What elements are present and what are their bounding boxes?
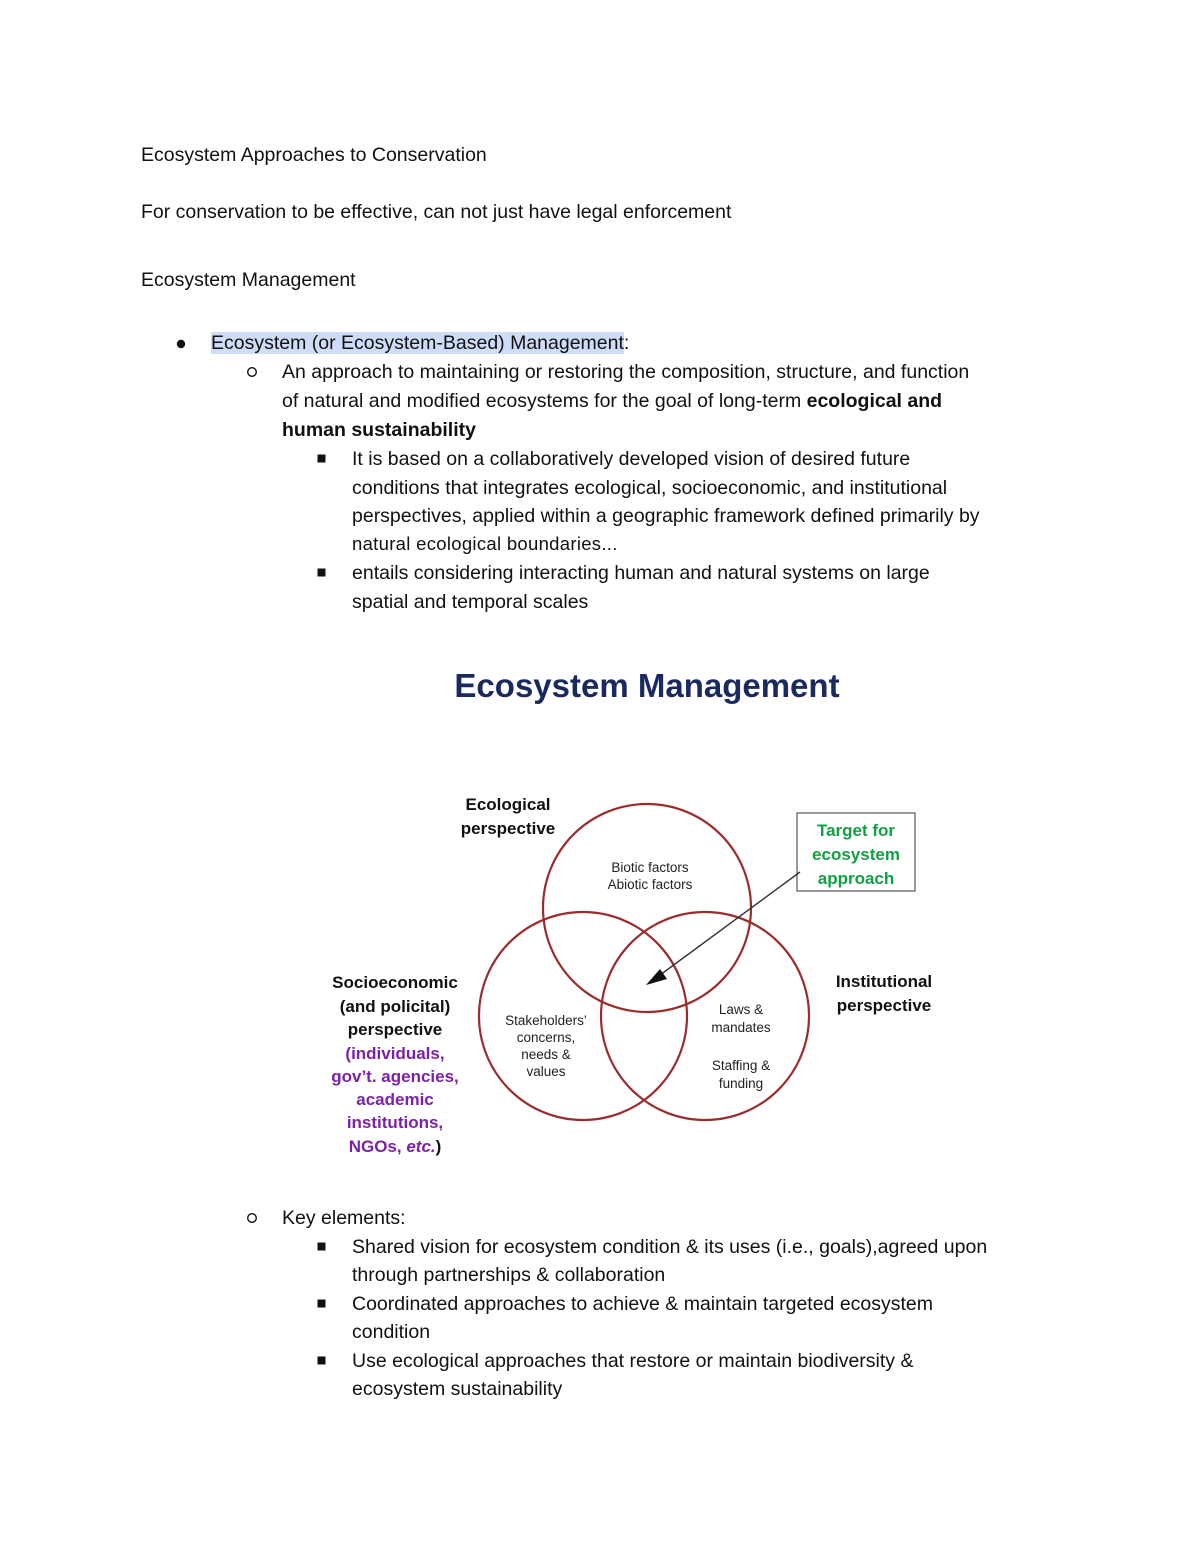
socio-example-2: gov’t. agencies, [331, 1067, 459, 1086]
page-title: Ecosystem Approaches to Conservation [141, 144, 487, 166]
abiotic-factors: Abiotic factors [607, 877, 693, 892]
filled-square-bullet-icon [316, 1240, 328, 1256]
filled-square-bullet-icon [316, 1297, 328, 1313]
institutional-circle [601, 912, 809, 1120]
stakeholders-line-3: needs & [521, 1047, 571, 1062]
key-element-3-line-2: ecosystem sustainability [352, 1378, 563, 1400]
section-heading: Ecosystem Management [141, 269, 356, 291]
target-line-1: Target for [816, 821, 896, 840]
key-elements-label: Key elements: [282, 1207, 406, 1229]
diagram-title: Ecosystem Management [454, 667, 840, 704]
socio-example-1: (individuals, [345, 1044, 445, 1063]
ecological-label-1: Ecological [465, 795, 551, 814]
hollow-circle-bullet-icon [245, 1211, 259, 1228]
key-element-3-line-1: Use ecological approaches that restore or maintain biodiversity & [352, 1350, 914, 1372]
filled-circle-bullet-icon [175, 337, 187, 353]
key-element-2-line-2: condition [352, 1321, 431, 1343]
institutional-label-1: Institutional [835, 972, 933, 991]
highlighted-term: Ecosystem (or Ecosystem-Based) Management [211, 332, 624, 354]
detail-2-line-1: entails considering interacting human and natural systems on large [352, 562, 930, 584]
filled-square-bullet-icon [316, 566, 328, 582]
definition-line-2 [282, 387, 942, 416]
laws-line-2: mandates [711, 1020, 771, 1035]
socio-label-1: Socioeconomic [332, 973, 458, 992]
detail-1-line-4: natural ecological boundaries... [352, 533, 618, 554]
biotic-factors: Biotic factors [611, 860, 689, 875]
definition-text: of natural and modified ecosystems for the goal of long-term [282, 390, 807, 412]
key-element-1-line-2: through partnerships & collaboration [352, 1264, 666, 1286]
definition-line-1: An approach to maintaining or restoring the composition, structure, and function [282, 361, 970, 383]
intro-text: For conservation to be effective, can not just have legal enforcement [141, 201, 732, 223]
institutional-label-2: perspective [836, 996, 932, 1015]
socio-label-3: perspective [347, 1020, 443, 1039]
filled-square-bullet-icon [316, 1354, 328, 1370]
ecosystem-management-diagram [0, 640, 1200, 1200]
filled-square-bullet-icon [316, 452, 328, 468]
colon: : [623, 332, 630, 354]
socio-example-3: academic [356, 1090, 434, 1109]
socio-example-5: NGOs, etc.) [348, 1137, 442, 1156]
socio-example-4: institutions, [346, 1113, 444, 1132]
stakeholders-line-1: Stakeholders’ [505, 1013, 587, 1028]
definition-bold: ecological and [806, 390, 943, 412]
socio-label-2: (and policital) [339, 997, 451, 1016]
hollow-circle-bullet-icon [245, 365, 259, 382]
staffing-line-1: Staffing & [711, 1058, 771, 1073]
detail-2-line-2: spatial and temporal scales [352, 591, 589, 613]
detail-1-line-3: perspectives, applied within a geographic framework defined primarily by [352, 505, 980, 527]
staffing-line-2: funding [718, 1076, 764, 1091]
target-line-3: approach [817, 869, 895, 888]
laws-line-1: Laws & [718, 1002, 764, 1017]
ecological-circle [543, 804, 751, 1012]
stakeholders-line-2: concerns, [516, 1030, 576, 1045]
stakeholders-line-4: values [526, 1064, 566, 1079]
detail-1-line-2: conditions that integrates ecological, socioeconomic, and institutional [352, 477, 948, 499]
ecological-label-2: perspective [460, 819, 556, 838]
key-element-1-line-1: Shared vision for ecosystem condition & its uses (i.e., goals),agreed upon [352, 1236, 988, 1258]
detail-1-line-1: It is based on a collaboratively developed vision of desired future [352, 448, 911, 470]
key-element-2-line-1: Coordinated approaches to achieve & maintain targeted ecosystem [352, 1293, 934, 1315]
definition-line-3: human sustainability [282, 419, 476, 441]
bullet-ecosystem-management [211, 329, 629, 358]
target-line-2: ecosystem [812, 845, 900, 864]
